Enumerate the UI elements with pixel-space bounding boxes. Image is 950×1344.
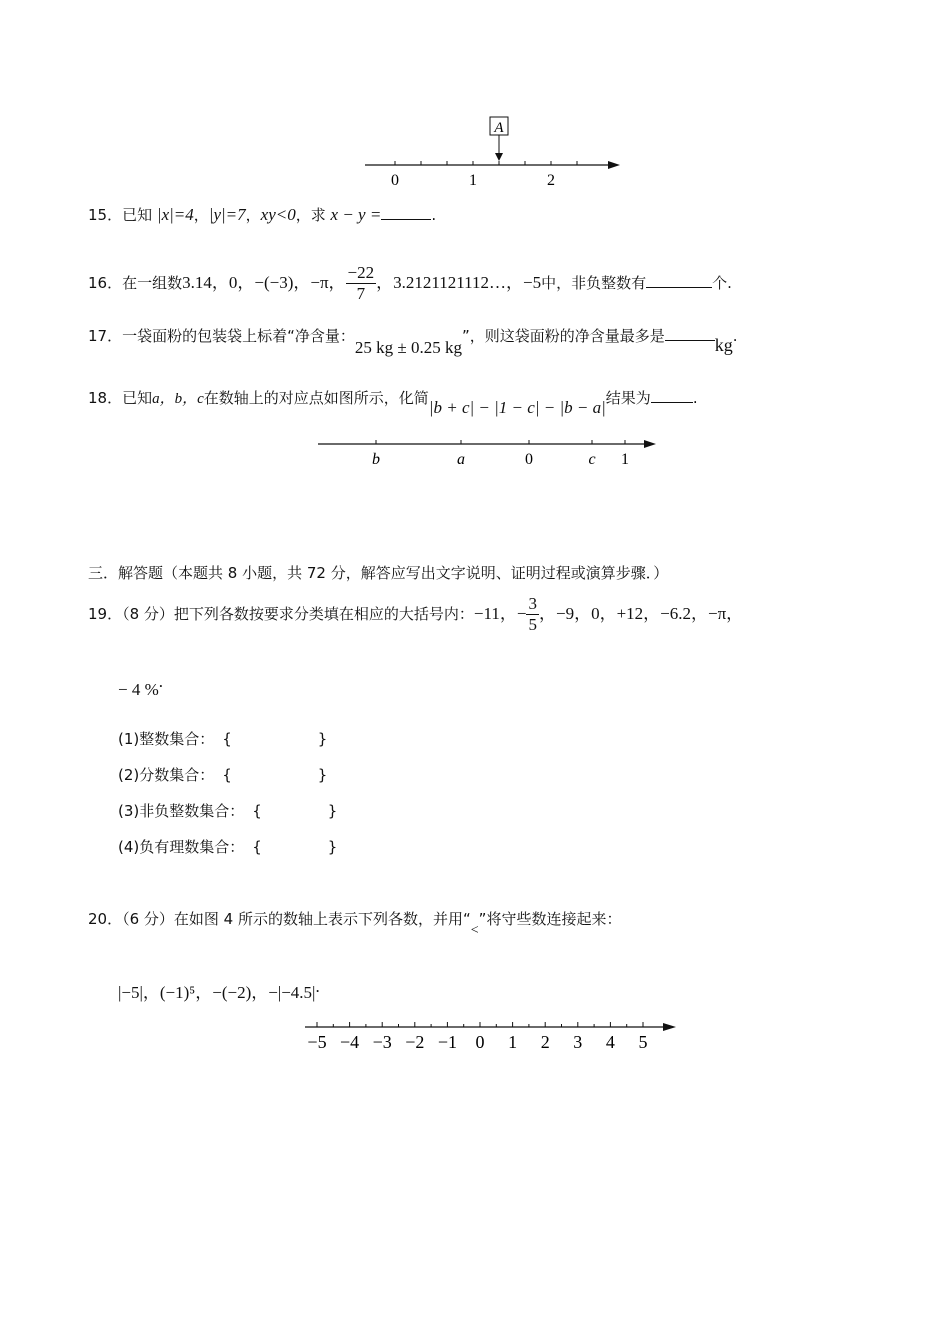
q20-text-b: ”将守些数连接起来： xyxy=(478,910,622,928)
tick-label: −4 xyxy=(340,1032,360,1052)
axis-arrowhead xyxy=(608,161,620,169)
q18-suffix: 结果为 xyxy=(605,389,651,407)
set-label: (4)负有理数集合： xyxy=(118,838,245,856)
points: （8 分） xyxy=(122,605,174,623)
q18-text: 在数轴上的对应点如图所示，化简 xyxy=(203,389,429,407)
q15-condition-x: |x|=4 xyxy=(156,205,194,224)
q18-prefix: 已知 xyxy=(122,389,153,407)
close-brace: } xyxy=(327,802,338,820)
tick-label: 2 xyxy=(540,1032,550,1052)
percent-value: − 4 % xyxy=(118,680,159,699)
period: . xyxy=(732,327,738,345)
axis-arrowhead xyxy=(644,440,656,448)
tick-label-0: 0 xyxy=(391,172,399,189)
q19-numbers: ，−9，0，+12，−6.2，−π， xyxy=(538,604,744,623)
tick-label: 4 xyxy=(605,1032,615,1052)
q17-text-b: ”，则这袋面粉的净含量最多是 xyxy=(461,327,665,345)
tick-label: −3 xyxy=(372,1032,392,1052)
label-b: b xyxy=(372,451,380,468)
period: . xyxy=(431,206,437,224)
axis-arrowhead xyxy=(663,1023,676,1031)
minus-sign: − xyxy=(516,604,527,623)
q15-condition-xy: xy<0 xyxy=(260,205,296,224)
section-heading: 三．解答题（本题共 8 小题，共 72 分，解答应写出文字说明、证明过程或演算步骤．） xyxy=(88,564,669,582)
period: . xyxy=(315,977,320,996)
set-label: (2)分数集合： xyxy=(118,766,215,784)
question-number: 17． xyxy=(88,327,123,345)
fraction xyxy=(526,594,539,635)
point-a-arrowhead xyxy=(495,153,503,161)
numerator: −22 xyxy=(347,263,375,282)
open-brace: { xyxy=(222,766,232,784)
q15-prefix: 已知 xyxy=(122,206,153,224)
question-15 xyxy=(88,204,436,225)
q16-suffix: 中，非负整数有 xyxy=(541,274,647,292)
open-brace: { xyxy=(222,730,232,748)
q15-expression: x − y = xyxy=(330,205,382,224)
close-brace: } xyxy=(317,766,328,784)
q16-prefix: 在一组数 xyxy=(122,274,183,292)
numerator: 3 xyxy=(528,594,537,613)
label-c: c xyxy=(588,451,596,468)
q17-text-a: 一袋面粉的包装袋上标着“净含量： xyxy=(122,327,355,345)
set-label: (1)整数集合： xyxy=(118,730,215,748)
q20-numbers xyxy=(118,978,320,1003)
close-brace: } xyxy=(327,838,338,856)
q18-variables: a，b，c xyxy=(152,391,204,407)
period: . xyxy=(158,672,163,691)
tick-label: −2 xyxy=(405,1032,425,1052)
label-0: 0 xyxy=(525,451,533,468)
q20-text-a: 在如图 4 所示的数轴上表示下列各数，并用“ xyxy=(173,910,471,928)
question-20 xyxy=(88,908,622,938)
label-1: 1 xyxy=(621,451,629,468)
question-16 xyxy=(88,262,732,304)
question-number: 15． xyxy=(88,206,123,224)
q17-mass: 25 kg ± 0.25 kg xyxy=(354,338,462,357)
points: （6 分） xyxy=(122,910,174,928)
answer-blank[interactable] xyxy=(646,273,712,288)
q19-last-number xyxy=(118,672,163,700)
number-line-a xyxy=(360,112,630,192)
q16-numbers-b: ，3.2121121112…，−5 xyxy=(376,273,542,292)
answer-blank[interactable] xyxy=(381,205,431,220)
set-label: (3)非负整数集合： xyxy=(118,802,245,820)
question-18 xyxy=(88,387,698,417)
question-number: 18． xyxy=(88,389,123,407)
tick-label: 3 xyxy=(573,1032,583,1052)
q15-ask: ，求 xyxy=(295,206,326,224)
open-brace: { xyxy=(252,802,262,820)
q19-number: −11， xyxy=(473,604,517,623)
q17-unit: kg xyxy=(714,335,733,355)
question-number: 16． xyxy=(88,274,123,292)
question-17 xyxy=(88,325,738,357)
set-nonnegative-integers xyxy=(118,800,337,821)
number-line-c xyxy=(300,1014,685,1058)
tick-label-1: 1 xyxy=(469,172,477,189)
question-number: 19． xyxy=(88,605,123,623)
comma: ， xyxy=(193,206,209,224)
tick-label: −1 xyxy=(437,1032,457,1052)
set-negative-rationals xyxy=(118,836,337,857)
answer-blank[interactable] xyxy=(651,388,693,403)
tick-label: −5 xyxy=(307,1032,327,1052)
fraction xyxy=(346,263,377,304)
tick-label: 1 xyxy=(508,1032,518,1052)
tick-label: 0 xyxy=(475,1032,485,1052)
tick-label-2: 2 xyxy=(547,172,555,189)
period: . xyxy=(692,389,698,407)
set-fractions xyxy=(118,764,327,785)
point-a-label: A xyxy=(494,120,504,136)
q16-numbers-a: 3.14，0，−(−3)，−π， xyxy=(182,273,346,292)
q20-number-list: |−5|，(−1)⁵，−(−2)，−|−4.5| xyxy=(118,983,316,1002)
number-line-b xyxy=(310,432,670,474)
tick-label: 5 xyxy=(638,1032,648,1052)
question-19 xyxy=(88,592,743,636)
q16-end: 个. xyxy=(712,274,732,292)
q19-text: 把下列各数按要求分类填在相应的大括号内： xyxy=(173,605,474,623)
open-brace: { xyxy=(252,838,262,856)
answer-blank[interactable] xyxy=(665,326,715,341)
q15-condition-y: |y|=7 xyxy=(208,205,246,224)
comma: ， xyxy=(245,206,261,224)
less-than-symbol: < xyxy=(470,923,479,938)
close-brace: } xyxy=(317,730,328,748)
q18-expression: |b + c| − |1 − c| − |b − a| xyxy=(428,398,606,417)
denominator: 7 xyxy=(356,284,366,303)
set-integers xyxy=(118,728,327,749)
question-number: 20． xyxy=(88,910,123,928)
label-a: a xyxy=(457,451,465,468)
denominator: 5 xyxy=(528,615,537,634)
